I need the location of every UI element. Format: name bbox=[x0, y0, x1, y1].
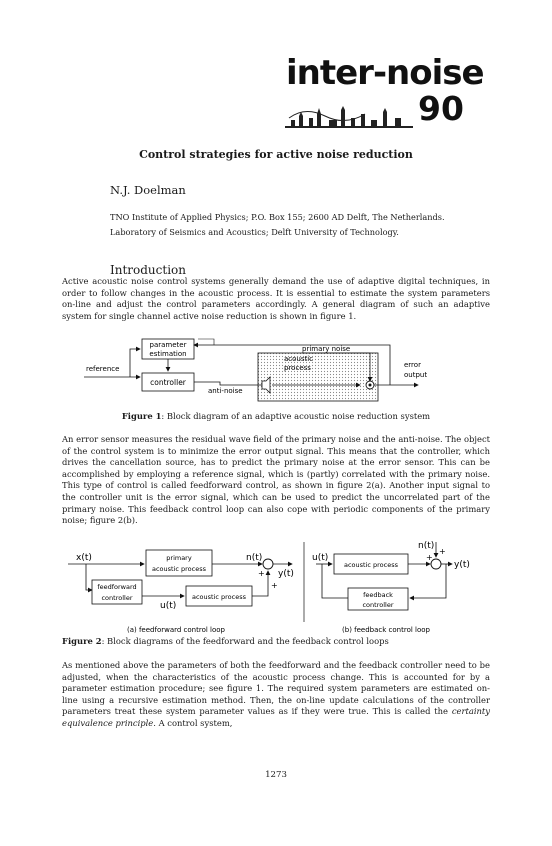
paper-title: Control strategies for active noise reduction bbox=[139, 148, 413, 161]
figure-1-block-diagram bbox=[80, 337, 452, 417]
figure-2-caption bbox=[62, 636, 389, 646]
figure-1-caption-label: Figure 1 bbox=[121, 411, 162, 421]
paper-author: N.J. Doelman bbox=[110, 183, 186, 197]
fig2b-subtitle: (b) feedback control loop bbox=[342, 626, 430, 634]
fig1-label-parameter: parameter bbox=[149, 341, 187, 349]
fig2b-label-controller: controller bbox=[362, 601, 394, 609]
conference-logo-year: 90 bbox=[418, 89, 464, 128]
fig2a-plus-2: + bbox=[271, 581, 278, 590]
figure-2-caption-label: Figure 2 bbox=[62, 636, 102, 646]
fig1-label-controller: controller bbox=[150, 378, 186, 387]
fig1-label-process: process bbox=[284, 364, 311, 372]
paragraph-error-sensor: An error sensor measures the residual wave field of the primary noise and the anti-noise. The object of the control system is to minimize the error output signal. This means that the controller, which drives the cancellation source, has to predict the primary noise at the error sensor. This can be accomplished by employing a reference signal, which is (partly) correlated with the primary noise. This type of control is called feedforward control, as shown in figure 2(a). Another input signal to the controller unit is the error signal, which can be used to predict the uncorrelated part of the primary noise. This feedback control loop can also cope with periodic components of the primary noise; figure 2(b). bbox=[62, 434, 490, 526]
affiliation-line-1: TNO Institute of Applied Physics; P.O. Box 155; 2600 AD Delft, The Netherlands. bbox=[110, 212, 445, 222]
conference-logo-word: inter-noise bbox=[286, 53, 484, 93]
fig2a-label-acoustic: acoustic process bbox=[191, 593, 247, 601]
figure-2-block-diagrams bbox=[66, 538, 486, 638]
fig2a-label-x: x(t) bbox=[76, 553, 92, 563]
figure-1-caption-text: : Block diagram of an adaptive acoustic noise reduction system bbox=[161, 411, 431, 421]
fig2a-label-u: u(t) bbox=[160, 601, 177, 611]
fig2b-plus-1: + bbox=[426, 553, 433, 562]
fig2a-summing-junction bbox=[263, 559, 273, 569]
fig1-label-estimation: estimation bbox=[149, 350, 187, 358]
paragraph-intro: Active acoustic noise control systems generally demand the use of adaptive digital techniques, in order to follow changes in the acoustic process. It is essential to estimate the system parameters on-line and adjust the control parameters accordingly. A general diagram of such an adaptive system for single channel active noise reduction is shown in figure 1. bbox=[62, 276, 490, 321]
fig2b-label-u: u(t) bbox=[312, 553, 329, 563]
fig2a-subtitle: (a) feedforward control loop bbox=[126, 626, 226, 634]
fig2b-label-n: n(t) bbox=[418, 541, 435, 551]
paragraph-3-text-b: . A control system, bbox=[153, 717, 233, 728]
city-skyline-icon bbox=[285, 96, 413, 128]
fig1-label-primary-noise: primary noise bbox=[302, 345, 351, 353]
fig1-label-reference: reference bbox=[86, 365, 120, 373]
fig1-label-acoustic: acoustic bbox=[284, 355, 314, 363]
section-heading: Introduction bbox=[110, 263, 186, 277]
fig2a-plus-1: + bbox=[258, 569, 265, 578]
fig2a-label-n: n(t) bbox=[246, 553, 263, 563]
figure-1-caption bbox=[0, 411, 552, 421]
fig2b-plus-2: + bbox=[439, 547, 446, 556]
fig1-label-error: error bbox=[404, 361, 421, 369]
fig2b-label-feedback: feedback bbox=[363, 591, 393, 599]
fig2b-label-acoustic: acoustic process bbox=[343, 561, 399, 569]
paragraph-3-text-a: As mentioned above the parameters of both the feedforward and the feedback controller need to be adjusted, when the characteristics of the acoustic process change. This is accounted for by a parameter estimation procedure; see figure 1. The required system parameters are estimated on-line using a recursive estimation method. Then, the on-line update calculations of the controller parameters treat these system parameter values as if they were true. This is called the bbox=[62, 660, 490, 717]
fig2a-label-primary-process: acoustic process bbox=[151, 565, 207, 573]
figure-2-caption-text: : Block diagrams of the feedforward and the feedback control loops bbox=[101, 636, 389, 646]
fig2b-label-y: y(t) bbox=[454, 560, 470, 570]
paragraph-parameter-estimation bbox=[62, 660, 490, 730]
fig2a-label-controller: controller bbox=[101, 594, 133, 602]
fig2a-label-primary: primary bbox=[166, 554, 192, 562]
fig1-label-anti-noise: anti-noise bbox=[208, 387, 243, 395]
page-number: 1273 bbox=[265, 770, 287, 780]
fig2a-label-y: y(t) bbox=[278, 569, 294, 579]
fig2a-label-feedforward: feedforward bbox=[97, 583, 137, 591]
author-affiliation bbox=[110, 210, 490, 240]
certainty-equivalence-term: certainty equivalence principle bbox=[62, 706, 490, 728]
fig1-label-output: output bbox=[404, 371, 428, 379]
affiliation-line-2: Laboratory of Seismics and Acoustics; Delft University of Technology. bbox=[110, 227, 399, 237]
acoustic-process-block bbox=[258, 353, 378, 401]
